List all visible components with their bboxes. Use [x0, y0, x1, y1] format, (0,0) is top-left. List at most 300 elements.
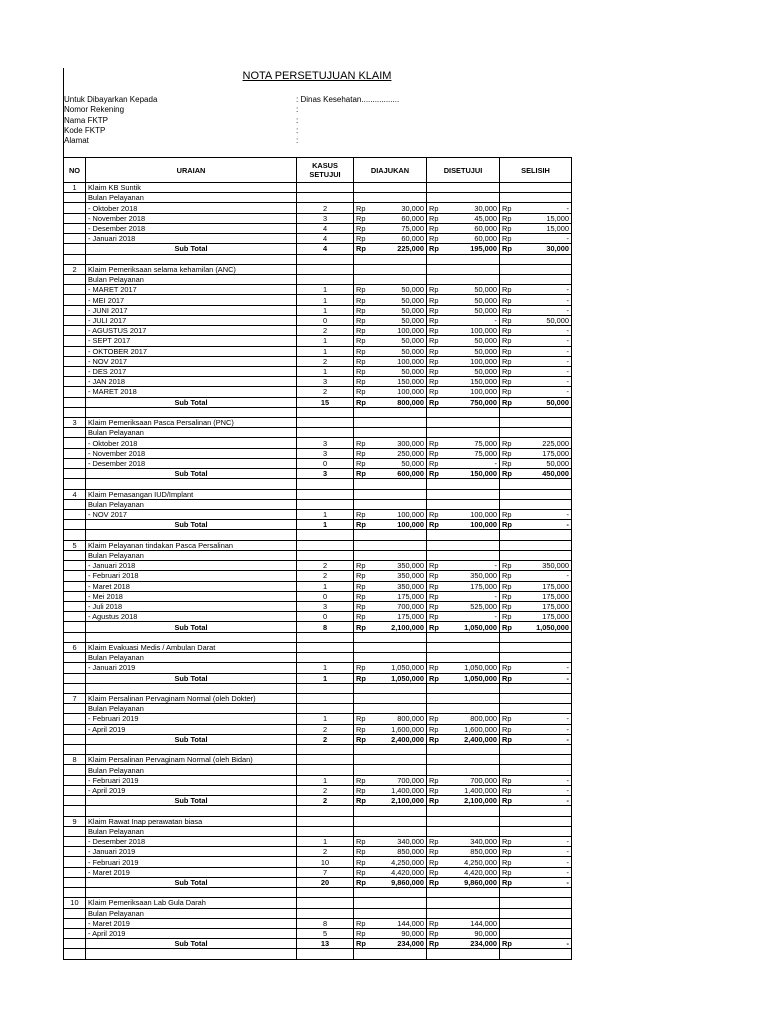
subtotal-label: Sub Total [86, 397, 297, 407]
row-kasus: 1 [297, 837, 354, 847]
empty-cell [500, 653, 517, 663]
subtotal-kasus: 2 [297, 796, 354, 806]
currency-label: Rp [500, 469, 517, 479]
currency-label: Rp [354, 234, 371, 244]
empty-cell [500, 428, 517, 438]
empty-cell [444, 642, 500, 652]
currency-label: Rp [500, 571, 517, 581]
row-kasus: 3 [297, 377, 354, 387]
empty-cell [64, 796, 86, 806]
currency-label: Rp [500, 438, 517, 448]
row-period: - November 2018 [86, 213, 297, 223]
section-number: 8 [64, 755, 86, 765]
empty-cell [297, 254, 354, 264]
currency-label: Rp [427, 510, 444, 520]
empty-cell [444, 888, 500, 898]
spacer-row [64, 632, 572, 642]
row-kasus: 1 [297, 295, 354, 305]
row-period: - Maret 2019 [86, 867, 297, 877]
empty-cell [517, 826, 572, 836]
subtotal-kasus: 20 [297, 877, 354, 887]
row-kasus: 8 [297, 918, 354, 928]
empty-cell [517, 428, 572, 438]
row-selisih: - [517, 837, 572, 847]
empty-cell [64, 285, 86, 295]
row-diajukan: 4,420,000 [371, 867, 427, 877]
empty-cell [444, 254, 500, 264]
empty-cell [354, 428, 371, 438]
currency-label: Rp [354, 724, 371, 734]
currency-label: Rp [427, 673, 444, 683]
table-row [64, 438, 572, 448]
empty-cell [354, 479, 371, 489]
empty-cell [517, 499, 572, 509]
table-row [64, 571, 572, 581]
subtotal-kasus: 8 [297, 622, 354, 632]
row-period: - Oktober 2018 [86, 438, 297, 448]
empty-cell [354, 183, 371, 193]
empty-cell [500, 193, 517, 203]
row-disetujui: 50,000 [444, 285, 500, 295]
empty-cell [297, 745, 354, 755]
row-period: - Februari 2019 [86, 857, 297, 867]
table-row [64, 857, 572, 867]
table-row [64, 714, 572, 724]
empty-cell [64, 366, 86, 376]
empty-cell [427, 888, 444, 898]
currency-label: Rp [354, 796, 371, 806]
currency-label: Rp [427, 223, 444, 233]
empty-cell [64, 663, 86, 673]
empty-cell [64, 683, 86, 693]
empty-cell [64, 448, 86, 458]
table-row [64, 775, 572, 785]
empty-cell [500, 888, 517, 898]
empty-cell [297, 693, 354, 703]
row-diajukan: 100,000 [371, 356, 427, 366]
empty-cell [64, 806, 86, 816]
table-row [64, 928, 572, 938]
empty-cell [64, 428, 86, 438]
empty-cell [64, 234, 86, 244]
empty-cell [517, 183, 572, 193]
row-selisih: 50,000 [517, 315, 572, 325]
row-kasus: 1 [297, 366, 354, 376]
empty-cell [517, 888, 572, 898]
empty-cell [354, 888, 371, 898]
row-selisih: - [517, 510, 572, 520]
currency-label: Rp [354, 571, 371, 581]
empty-cell [371, 642, 427, 652]
row-disetujui: 60,000 [444, 234, 500, 244]
currency-label: Rp [500, 939, 517, 949]
empty-cell [444, 806, 500, 816]
empty-cell [297, 755, 354, 765]
empty-cell [444, 540, 500, 550]
currency-label: Rp [354, 377, 371, 387]
table-row [64, 612, 572, 622]
currency-label: Rp [500, 867, 517, 877]
bulan-pelayanan-row [64, 704, 572, 714]
empty-cell [427, 418, 444, 428]
row-selisih [517, 928, 572, 938]
empty-cell [297, 264, 354, 274]
empty-cell [64, 888, 86, 898]
col-header-selisih: SELISIH [500, 158, 572, 183]
currency-label: Rp [500, 326, 517, 336]
table-header-row [64, 158, 572, 183]
empty-cell [444, 653, 500, 663]
currency-label: Rp [354, 203, 371, 213]
table-row [64, 581, 572, 591]
empty-cell [64, 581, 86, 591]
subtotal-row [64, 397, 572, 407]
subtotal-disetujui: 234,000 [444, 939, 500, 949]
empty-cell [64, 612, 86, 622]
currency-label: Rp [354, 918, 371, 928]
table-row [64, 837, 572, 847]
empty-cell [444, 826, 500, 836]
empty-cell [444, 407, 500, 417]
empty-cell [371, 816, 427, 826]
currency-label: Rp [427, 315, 444, 325]
subtotal-label: Sub Total [86, 244, 297, 254]
empty-cell [517, 898, 572, 908]
empty-cell [64, 458, 86, 468]
currency-label: Rp [500, 857, 517, 867]
empty-cell [297, 183, 354, 193]
currency-label: Rp [354, 673, 371, 683]
row-disetujui: 90,000 [444, 928, 500, 938]
empty-cell [517, 755, 572, 765]
currency-label: Rp [354, 397, 371, 407]
currency-label: Rp [427, 469, 444, 479]
empty-cell [371, 264, 427, 274]
row-diajukan: 1,400,000 [371, 785, 427, 795]
subtotal-diajukan: 9,860,000 [371, 877, 427, 887]
empty-cell [64, 918, 86, 928]
currency-label: Rp [500, 561, 517, 571]
empty-cell [354, 704, 371, 714]
row-period: - Januari 2018 [86, 561, 297, 571]
row-period: - Februari 2019 [86, 714, 297, 724]
bulan-pelayanan-label: Bulan Pelayanan [86, 704, 297, 714]
spacer-row [64, 254, 572, 264]
empty-cell [427, 193, 444, 203]
currency-label: Rp [427, 724, 444, 734]
bulan-pelayanan-label: Bulan Pelayanan [86, 908, 297, 918]
empty-cell [517, 264, 572, 274]
spacer-row [64, 530, 572, 540]
empty-cell [86, 254, 297, 264]
empty-cell [64, 193, 86, 203]
empty-cell [517, 693, 572, 703]
table-row [64, 356, 572, 366]
currency-label: Rp [500, 346, 517, 356]
section-title-row [64, 642, 572, 652]
empty-cell [86, 479, 297, 489]
empty-cell [444, 418, 500, 428]
empty-cell [444, 632, 500, 642]
empty-cell [427, 949, 444, 959]
empty-cell [297, 642, 354, 652]
empty-cell [86, 888, 297, 898]
empty-cell [297, 888, 354, 898]
currency-label: Rp [500, 397, 517, 407]
row-diajukan: 60,000 [371, 234, 427, 244]
subtotal-row [64, 244, 572, 254]
bulan-pelayanan-label: Bulan Pelayanan [86, 274, 297, 284]
section-title: Klaim Pemeriksaan selama kehamilan (ANC) [86, 264, 297, 274]
empty-cell [517, 704, 572, 714]
empty-cell [64, 673, 86, 683]
row-period: - JULI 2017 [86, 315, 297, 325]
currency-label: Rp [427, 520, 444, 530]
table-row [64, 785, 572, 795]
empty-cell [500, 826, 517, 836]
row-diajukan: 700,000 [371, 601, 427, 611]
table-row [64, 867, 572, 877]
empty-cell [354, 949, 371, 959]
empty-cell [354, 489, 371, 499]
currency-label: Rp [427, 295, 444, 305]
currency-label: Rp [354, 775, 371, 785]
section-number: 6 [64, 642, 86, 652]
empty-cell [427, 653, 444, 663]
empty-cell [500, 530, 517, 540]
spacer-row [64, 479, 572, 489]
empty-cell [371, 550, 427, 560]
empty-cell [500, 908, 517, 918]
row-period: - Februari 2018 [86, 571, 297, 581]
empty-cell [427, 806, 444, 816]
row-diajukan: 700,000 [371, 775, 427, 785]
row-diajukan: 75,000 [371, 223, 427, 233]
row-period: - Desember 2018 [86, 458, 297, 468]
empty-cell [371, 908, 427, 918]
row-kasus: 2 [297, 203, 354, 213]
empty-cell [64, 653, 86, 663]
empty-cell [371, 826, 427, 836]
header-label: Nomor Rekening [64, 105, 125, 115]
subtotal-selisih: - [517, 734, 572, 744]
row-disetujui: 1,600,000 [444, 724, 500, 734]
row-period: - JUNI 2017 [86, 305, 297, 315]
currency-label: Rp [354, 366, 371, 376]
row-diajukan: 50,000 [371, 285, 427, 295]
empty-cell [427, 704, 444, 714]
row-period: - SEPT 2017 [86, 336, 297, 346]
bulan-pelayanan-row [64, 274, 572, 284]
subtotal-label: Sub Total [86, 796, 297, 806]
currency-label: Rp [427, 458, 444, 468]
currency-label: Rp [354, 857, 371, 867]
empty-cell [64, 571, 86, 581]
empty-cell [354, 550, 371, 560]
spacer-row [64, 683, 572, 693]
row-disetujui: 4,250,000 [444, 857, 500, 867]
empty-cell [64, 550, 86, 560]
empty-cell [354, 274, 371, 284]
row-period: - NOV 2017 [86, 510, 297, 520]
currency-label: Rp [354, 346, 371, 356]
empty-cell [517, 683, 572, 693]
empty-cell [64, 213, 86, 223]
row-disetujui: 175,000 [444, 581, 500, 591]
row-selisih: - [517, 867, 572, 877]
currency-label: Rp [500, 714, 517, 724]
subtotal-selisih: 50,000 [517, 397, 572, 407]
row-kasus: 2 [297, 561, 354, 571]
empty-cell [371, 745, 427, 755]
currency-label: Rp [427, 366, 444, 376]
row-selisih: - [517, 847, 572, 857]
currency-label: Rp [427, 857, 444, 867]
section-number: 1 [64, 183, 86, 193]
row-kasus: 3 [297, 213, 354, 223]
row-disetujui: - [444, 561, 500, 571]
empty-cell [444, 765, 500, 775]
empty-cell [64, 724, 86, 734]
subtotal-row [64, 673, 572, 683]
row-selisih: - [517, 295, 572, 305]
row-diajukan: 50,000 [371, 458, 427, 468]
empty-cell [444, 908, 500, 918]
currency-label: Rp [354, 785, 371, 795]
empty-cell [371, 418, 427, 428]
section-title: Klaim Persalinan Pervaginam Normal (oleh Dokter) [86, 693, 297, 703]
currency-label: Rp [500, 295, 517, 305]
header-label: Kode FKTP [64, 125, 106, 135]
currency-label: Rp [427, 234, 444, 244]
subtotal-kasus: 15 [297, 397, 354, 407]
empty-cell [500, 949, 517, 959]
row-disetujui: 1,400,000 [444, 785, 500, 795]
subtotal-diajukan: 2,100,000 [371, 622, 427, 632]
empty-cell [64, 305, 86, 315]
empty-cell [444, 479, 500, 489]
row-kasus: 5 [297, 928, 354, 938]
currency-label: Rp [427, 326, 444, 336]
row-kasus: 1 [297, 775, 354, 785]
row-diajukan: 100,000 [371, 510, 427, 520]
table-row [64, 591, 572, 601]
subtotal-disetujui: 100,000 [444, 520, 500, 530]
row-diajukan: 90,000 [371, 928, 427, 938]
subtotal-selisih: 450,000 [517, 469, 572, 479]
empty-cell [427, 908, 444, 918]
currency-label: Rp [427, 734, 444, 744]
row-disetujui: 30,000 [444, 203, 500, 213]
row-selisih: 175,000 [517, 601, 572, 611]
table-row [64, 561, 572, 571]
currency-label: Rp [354, 561, 371, 571]
row-period: - Januari 2019 [86, 847, 297, 857]
empty-cell [297, 765, 354, 775]
row-diajukan: 350,000 [371, 561, 427, 571]
subtotal-disetujui: 750,000 [444, 397, 500, 407]
subtotal-kasus: 4 [297, 244, 354, 254]
row-disetujui: 144,000 [444, 918, 500, 928]
row-diajukan: 50,000 [371, 305, 427, 315]
empty-cell [64, 315, 86, 325]
row-kasus: 0 [297, 458, 354, 468]
empty-cell [371, 898, 427, 908]
empty-cell [64, 223, 86, 233]
empty-cell [517, 254, 572, 264]
currency-label: Rp [427, 601, 444, 611]
empty-cell [427, 826, 444, 836]
currency-label: Rp [500, 244, 517, 254]
row-selisih: 15,000 [517, 223, 572, 233]
currency-label: Rp [354, 581, 371, 591]
row-kasus: 4 [297, 223, 354, 233]
row-period: - Desember 2018 [86, 837, 297, 847]
subtotal-label: Sub Total [86, 622, 297, 632]
currency-label: Rp [427, 203, 444, 213]
col-header-disetujui: DISETUJUI [427, 158, 500, 183]
empty-cell [354, 632, 371, 642]
subtotal-disetujui: 1,050,000 [444, 622, 500, 632]
empty-cell [500, 745, 517, 755]
row-diajukan: 350,000 [371, 571, 427, 581]
empty-cell [444, 704, 500, 714]
table-row [64, 346, 572, 356]
subtotal-diajukan: 100,000 [371, 520, 427, 530]
currency-label: Rp [500, 458, 517, 468]
row-diajukan: 144,000 [371, 918, 427, 928]
subtotal-selisih: - [517, 673, 572, 683]
empty-cell [444, 683, 500, 693]
row-kasus: 2 [297, 387, 354, 397]
empty-cell [500, 918, 517, 928]
row-kasus: 2 [297, 785, 354, 795]
currency-label: Rp [500, 336, 517, 346]
subtotal-selisih: - [517, 796, 572, 806]
empty-cell [64, 714, 86, 724]
empty-cell [371, 683, 427, 693]
subtotal-row [64, 877, 572, 887]
empty-cell [354, 642, 371, 652]
empty-cell [297, 806, 354, 816]
row-selisih: - [517, 377, 572, 387]
row-period: - JAN 2018 [86, 377, 297, 387]
empty-cell [64, 274, 86, 284]
empty-cell [64, 254, 86, 264]
row-diajukan: 1,600,000 [371, 724, 427, 734]
row-kasus: 1 [297, 510, 354, 520]
row-selisih: 50,000 [517, 458, 572, 468]
currency-label: Rp [354, 734, 371, 744]
empty-cell [297, 816, 354, 826]
empty-cell [64, 939, 86, 949]
subtotal-kasus: 2 [297, 734, 354, 744]
row-disetujui: 850,000 [444, 847, 500, 857]
empty-cell [64, 203, 86, 213]
col-header-uraian: URAIAN [86, 158, 297, 183]
section-title-row [64, 489, 572, 499]
bulan-pelayanan-label: Bulan Pelayanan [86, 826, 297, 836]
empty-cell [500, 765, 517, 775]
row-selisih: - [517, 356, 572, 366]
col-header-diajukan: DIAJUKAN [354, 158, 427, 183]
row-period: - Mei 2018 [86, 591, 297, 601]
subtotal-selisih: - [517, 939, 572, 949]
currency-label: Rp [354, 315, 371, 325]
empty-cell [427, 183, 444, 193]
header-value: : [296, 125, 299, 135]
empty-cell [297, 704, 354, 714]
